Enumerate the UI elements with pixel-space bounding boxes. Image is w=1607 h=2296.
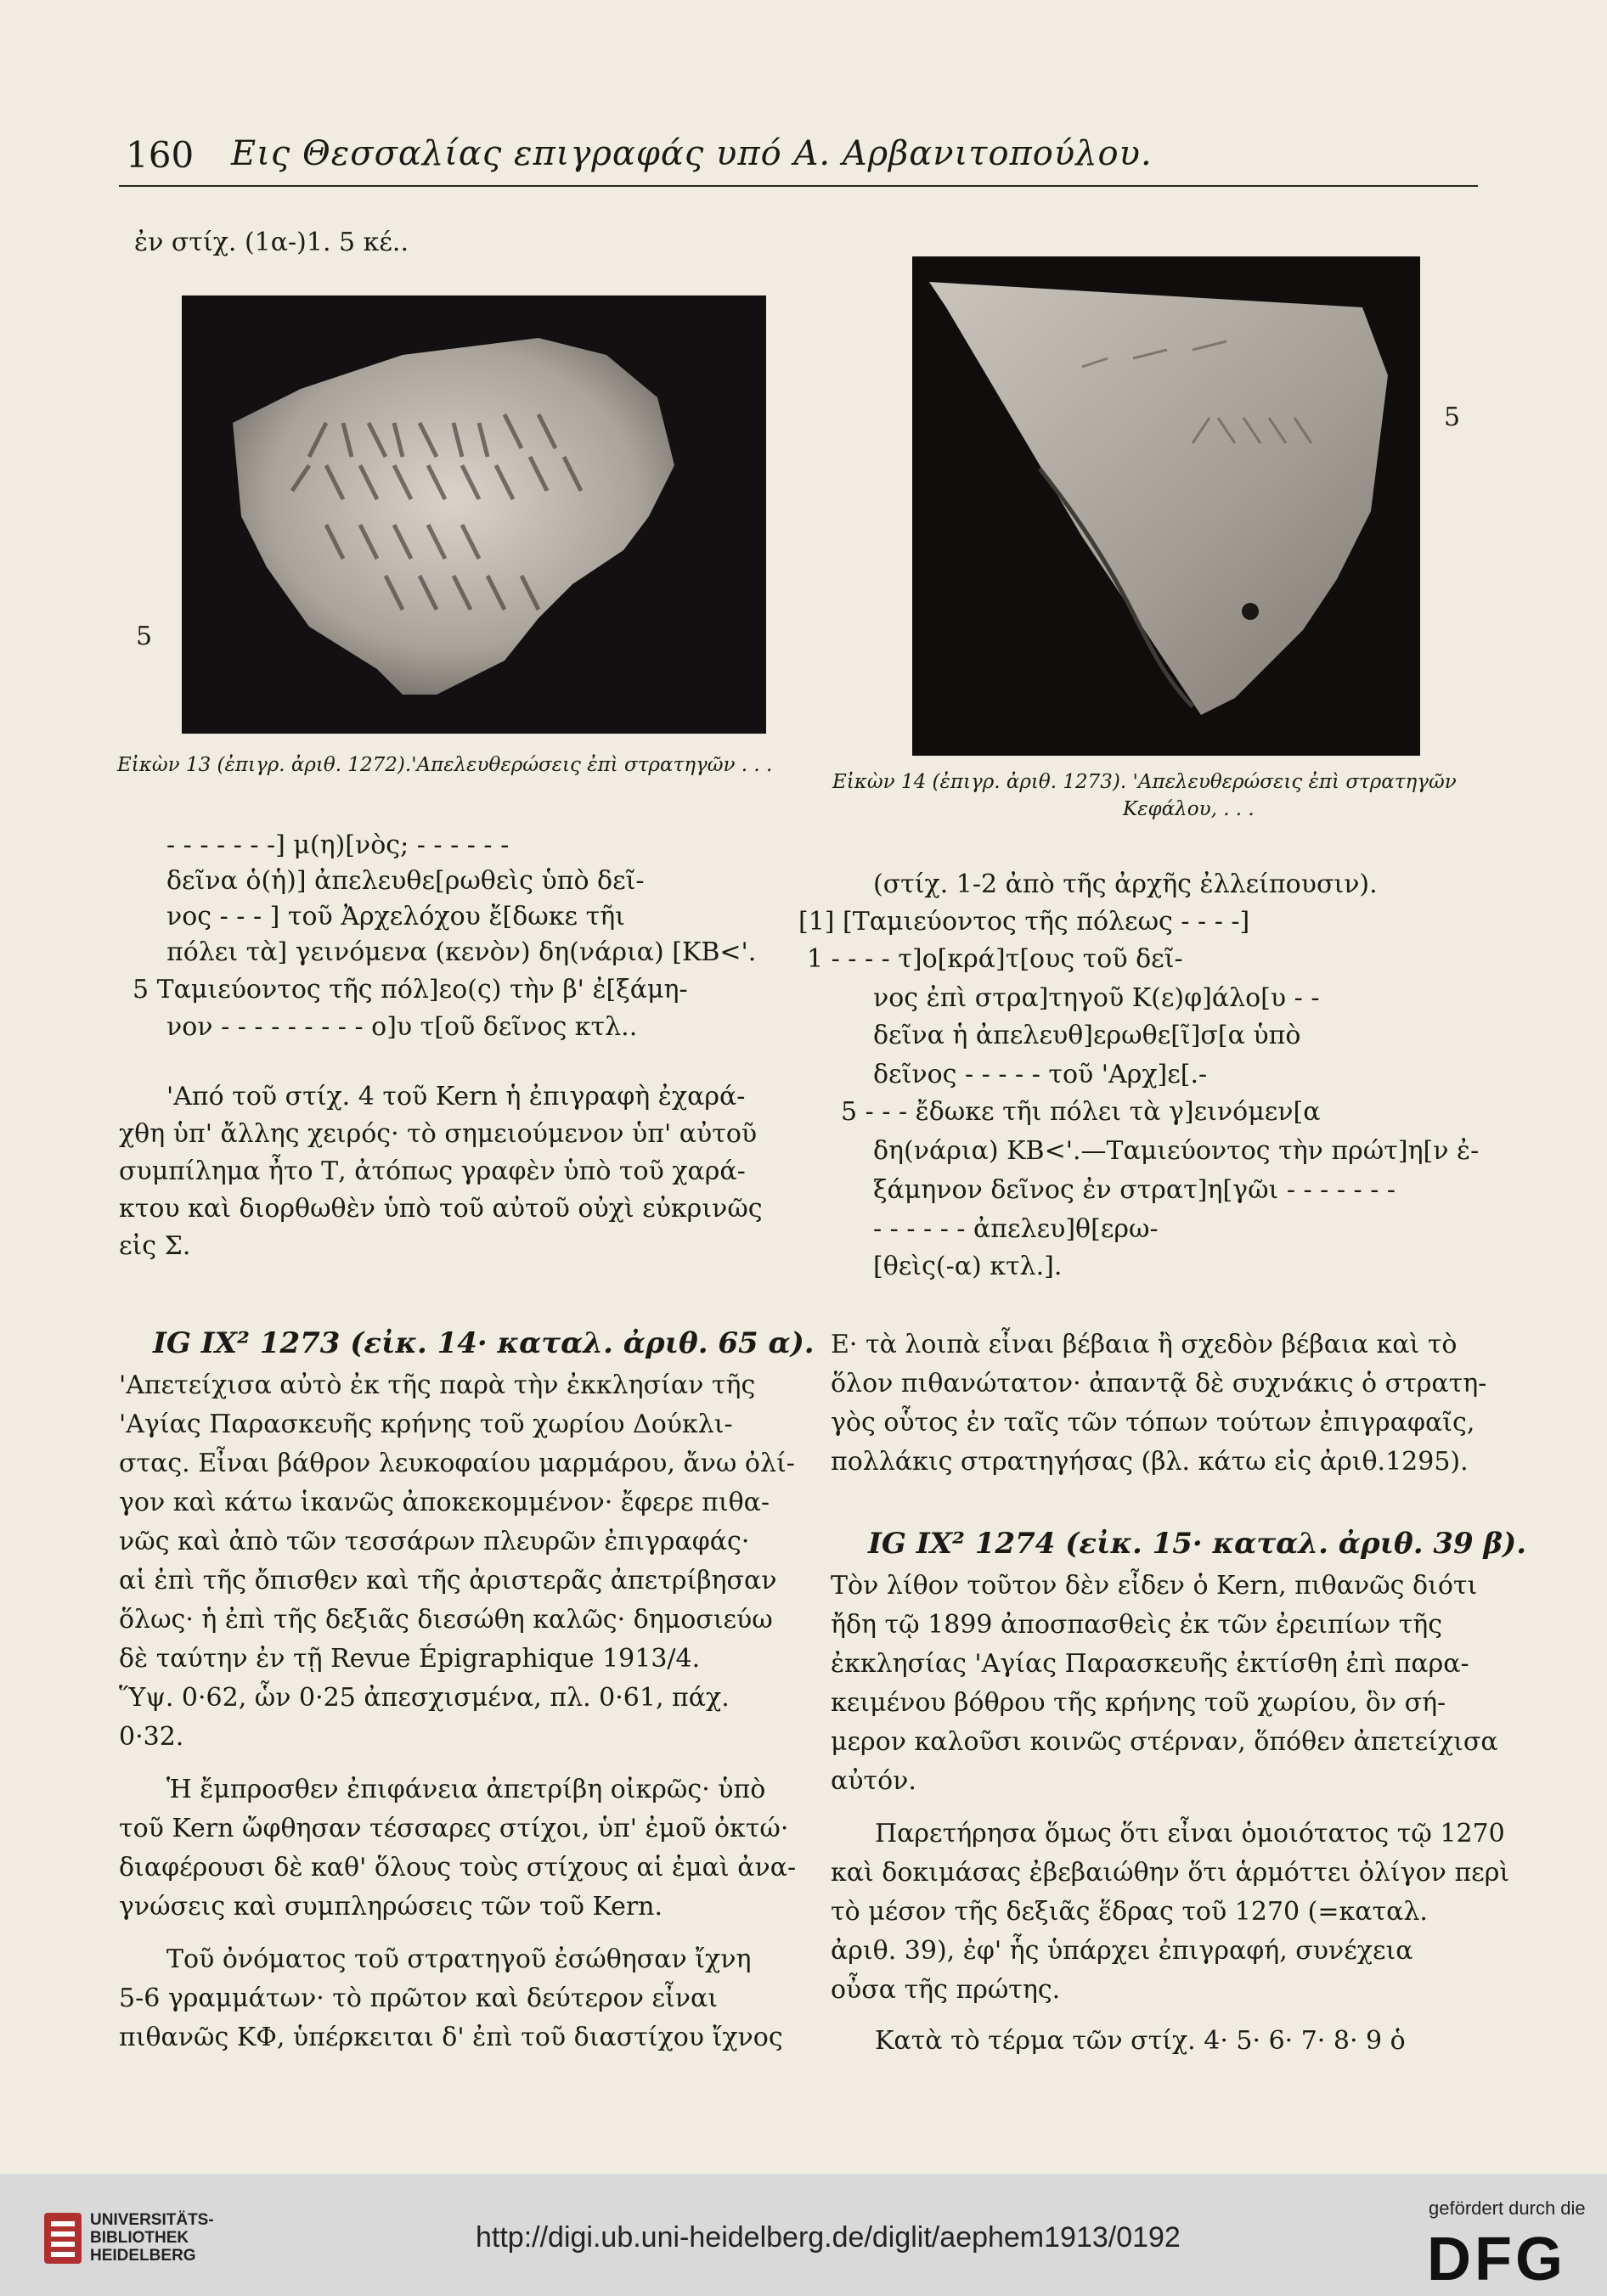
right-inscription-line: [1] [Ταμιεύοντος τῆς πόλεως - - - -] (798, 907, 1250, 937)
page-number: 160 (126, 134, 195, 176)
left-inscription-line: νον - - - - - - - - - ο]υ τ[οῦ δεῖνος κτλ.. (166, 1012, 638, 1042)
library-seal-icon (42, 2211, 83, 2265)
text-line: δὲ ταύτην ἐν τῇ Revue Épigraphique 1913/4. (119, 1644, 701, 1674)
text-line: αὐτόν. (831, 1766, 916, 1796)
intro-line: ἐν στίχ. (1α-)1. 5 κέ.. (134, 228, 409, 257)
text-line: τὸ μέσον τῆς δεξιᾶς ἕδρας τοῦ 1270 (=καταλ. (831, 1897, 1428, 1927)
right-inscription-line: 5 - - - ἔδωκε τῆι πόλει τὰ γ]εινόμεν[α (841, 1097, 1321, 1127)
text-line: διαφέρουσι δὲ καθ' ὅλους τοὺς στίχους αἱ ἐμαὶ ἀνα- (119, 1853, 797, 1882)
text-line: 'Απετείχισα αὐτὸ ἐκ τῆς παρὰ τὴν ἐκκλησίαν τῆς (119, 1370, 756, 1400)
text-line: ἤδη τῷ 1899 ἀποσπασθεὶς ἐκ τῶν ἐρειπίων τῆς (831, 1610, 1443, 1640)
right-inscription-line: - - - - - - ἀπελευ]θ[ερω- (873, 1214, 1159, 1244)
text-line: τοῦ Kern ὤφθησαν τέσσαρες στίχοι, ὑπ' ἐμοῦ ὀκτώ· (119, 1814, 789, 1843)
text-line: συμπίλημα ἦτο Τ, ἀτόπως γραφὲν ὑπὸ τοῦ χαρά- (119, 1156, 746, 1186)
right-inscription-line: [θεὶς(-α) κτλ.]. (873, 1252, 1063, 1281)
text-line: γνώσεις καὶ συμπληρώσεις τῶν τοῦ Kern. (119, 1892, 663, 1922)
text-line: καὶ δοκιμάσας ἐβεβαιώθην ὅτι ἁρμόττει ὀλίγον περὶ (831, 1858, 1510, 1888)
left-inscription-line: 5 Ταμιεύοντος τῆς πόλ]εο(ς) τὴν β' ἐ[ξάμη- (133, 975, 688, 1004)
text-line: εἰς Σ. (119, 1231, 191, 1261)
source-url-link[interactable]: http://digi.ub.uni-heidelberg.de/diglit/aephem1913/0192 (476, 2221, 1181, 2254)
text-line: ἐκκλησίας 'Αγίας Παρασκευῆς ἐκτίσθη ἐπὶ παρα- (831, 1649, 1469, 1679)
header-rule (119, 185, 1478, 187)
text-line: οὖσα τῆς πρώτης. (831, 1975, 1061, 2005)
right-inscription-line: 1 - - - - τ]ο[κρά]τ[ους τοῦ δεῖ- (807, 944, 1183, 974)
text-line: στας. Εἶναι βάθρον λευκοφαίου μαρμάρου, ἄνω ὀλί- (119, 1449, 795, 1478)
library-name-line2: BIBLIOTHEK (90, 2229, 189, 2247)
right-inscription-line: δη(νάρια) ΚΒ<'.—Ταμιεύοντος τὴν πρώτ]η[ν ἐ- (873, 1136, 1480, 1166)
text-line: ἀριθ. 39), ἐφ' ἧς ὑπάρχει ἐπιγραφή, συνέχεια (831, 1936, 1413, 1966)
right-inscription-line: δεῖνος - - - - - τοῦ 'Αρχ]ε[.- (873, 1060, 1208, 1089)
text-line: Ὕψ. 0·62, ὧν 0·25 ἀπεσχισμένα, πλ. 0·61, πάχ. (119, 1683, 730, 1713)
text-line: πολλάκις στρατηγήσας (βλ. κάτω εἰς ἀριθ.1295). (831, 1447, 1469, 1477)
right-inscription-line: νος ἐπὶ στρα]τηγοῦ Κ(ε)φ]άλο[υ - - (873, 983, 1320, 1013)
digitization-footer (0, 2174, 1607, 2296)
dfg-logo: DFG (1427, 2226, 1566, 2293)
left-inscription-line: δεῖνα ὁ(ἡ)] ἀπελευθε[ρωθεὶς ὑπὸ δεῖ- (166, 866, 645, 896)
figure-13-caption: Εἰκὼν 13 (ἐπιγρ. ἀριθ. 1272).'Απελευθερώσεις ἐπὶ στρατηγῶν . . . (117, 754, 773, 776)
section-heading-1273: IG IX² 1273 (εἰκ. 14· καταλ. ἀριθ. 65 α). (153, 1326, 815, 1360)
text-line: 'Αγίας Παρασκευῆς κρήνης τοῦ χωρίου Δούκλι- (119, 1410, 733, 1439)
text-line: Τοῦ ὀνόματος τοῦ στρατηγοῦ ἐσώθησαν ἴχνη (166, 1944, 752, 1974)
text-line: Τὸν λίθον τοῦτον δὲν εἶδεν ὁ Kern, πιθανῶς διότι (831, 1571, 1478, 1601)
text-line: 'Από τοῦ στίχ. 4 τοῦ Kern ἡ ἐπιγραφὴ ἐχαρά- (166, 1082, 746, 1111)
inscription-stone-14-image (912, 256, 1420, 756)
library-name-line3: HEIDELBERG (90, 2247, 196, 2265)
text-line: χθη ὑπ' ἄλλης χειρός· τὸ σημειούμενον ὑπ' αὐτοῦ (119, 1119, 758, 1149)
text-line: 5-6 γραμμάτων· τὸ πρῶτον καὶ δεύτερον εἶναι (119, 1984, 719, 2013)
text-line: κτου καὶ διορθωθὲν ὑπὸ τοῦ αὐτοῦ οὐχὶ εὐκρινῶς (119, 1194, 763, 1224)
text-line: ὅλον πιθανώτατον· ἀπαντᾷ δὲ συχνάκις ὁ στρατη- (831, 1369, 1487, 1398)
fig13-margin-line-number: 5 (136, 622, 153, 651)
right-inscription-line: (στίχ. 1-2 ἀπὸ τῆς ἀρχῆς ἐλλείπουσιν). (873, 869, 1378, 899)
figure-14-caption-line2: Κεφάλου, . . . (1123, 798, 1255, 820)
section-heading-1274: IG IX² 1274 (εἰκ. 15· καταλ. ἀριθ. 39 β). (868, 1527, 1527, 1561)
text-line: μερον καλοῦσι κοινῶς στέρναν, ὅπόθεν ἀπετείχισα (831, 1727, 1498, 1757)
figure-14-caption-line1: Εἰκὼν 14 (ἐπιγρ. ἀριθ. 1273). 'Απελευθερώσεις ἐπὶ στρατηγῶν (832, 771, 1457, 793)
figure-14-photo (912, 256, 1420, 756)
text-line: αἱ ἐπὶ τῆς ὄπισθεν καὶ τῆς ἀριστερᾶς ἀπετρίβησαν (119, 1566, 777, 1595)
inscription-stone-13-image (182, 295, 766, 734)
right-inscription-line: ξάμηνον δεῖνος ἐν στρατ]η[γῶι - - - - - - - (873, 1175, 1396, 1205)
text-line: Ε· τὰ λοιπὰ εἶναι βέβαια ἢ σχεδὸν βέβαια καὶ τὸ (831, 1330, 1458, 1359)
text-line: γον καὶ κάτω ἱκανῶς ἀποκεκομμένον· ἔφερε πιθα- (119, 1488, 770, 1517)
fig14-margin-line-number: 5 (1444, 402, 1461, 432)
text-line: ὅλως· ἡ ἐπὶ τῆς δεξιᾶς διεσώθη καλῶς· δημοσιεύω (119, 1605, 773, 1635)
text-line: γὸς οὗτος ἐν ταῖς τῶν τόπων τούτων ἐπιγραφαῖς, (831, 1408, 1475, 1438)
running-title: Εις Θεσσαλίας επιγραφάς υπό Α. Αρβανιτοπούλου. (231, 134, 1153, 173)
left-inscription-line: πόλει τὰ] γεινόμενα (κενὸν) δη(νάρια) [ΚΒ<'. (166, 937, 757, 967)
text-line: πιθανῶς ΚΦ, ὑπέρκειται δ' ἐπὶ τοῦ διαστίχου ἴχνος (119, 2023, 783, 2052)
library-name-line1: UNIVERSITÄTS- (90, 2211, 214, 2229)
text-line: Κατὰ τὸ τέρμα τῶν στίχ. 4· 5· 6· 7· 8· 9 ὁ (875, 2026, 1406, 2056)
text-line: Ἡ ἔμπροσθεν ἐπιφάνεια ἀπετρίβη οἰκρῶς· ὑπὸ (166, 1775, 766, 1804)
university-library-logo (42, 2211, 83, 2269)
text-line: κειμένου βόθρου τῆς κρήνης τοῦ χωρίου, ὃν σή- (831, 1688, 1446, 1718)
left-inscription-line: - - - - - - -] μ(η)[νὸς; - - - - - - (166, 830, 510, 860)
figure-13-photo (182, 295, 766, 734)
right-inscription-line: δεῖνα ἡ ἀπελευθ]ερωθε[ῖ]σ[α ὑπὸ (873, 1021, 1301, 1050)
text-line: Παρετήρησα ὅμως ὅτι εἶναι ὁμοιότατος τῷ 1270 (875, 1819, 1505, 1849)
left-inscription-line: νος - - - ] τοῦ Ἀρχελόχου ἔ[δωκε τῆι (166, 902, 625, 931)
funding-note: gefördert durch die (1429, 2198, 1586, 2219)
library-name (90, 2211, 214, 2265)
text-line: 0·32. (119, 1722, 184, 1752)
text-line: νῶς καὶ ἀπὸ τῶν τεσσάρων πλευρῶν ἐπιγραφάς· (119, 1527, 750, 1556)
